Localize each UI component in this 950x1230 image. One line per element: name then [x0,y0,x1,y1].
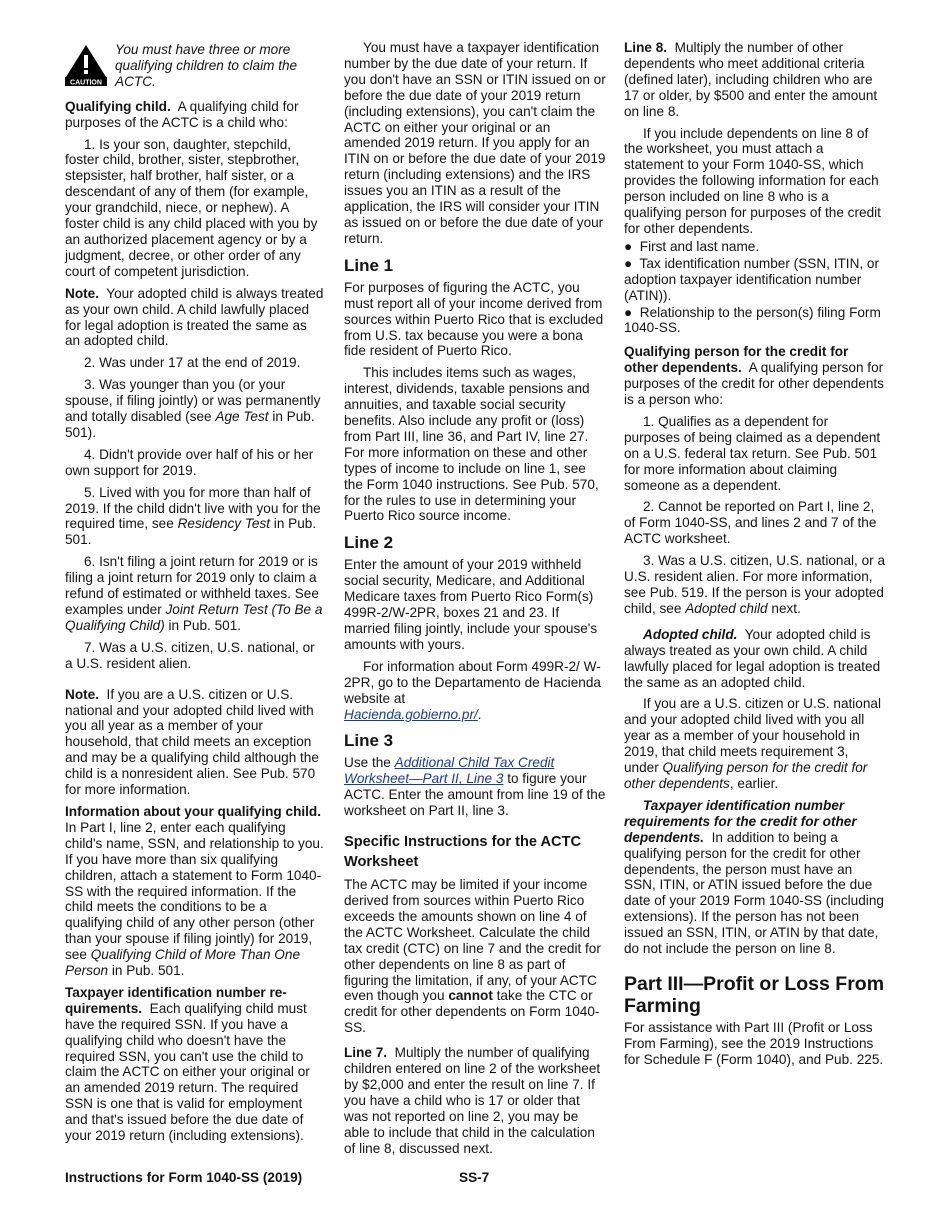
line-2-para-1: Enter the amount of your 2019 withheld social security, Medicare, and Additional Medicare taxes from Puerto Rico Form(s) 499R-2/W-2PR, boxes 21 and 23. If married filing jointly, include your spouse's amounts with yours. [344,557,598,652]
line-2-para-2: For information about Form 499R-2/ W-2PR, go to the Departamento de Hacienda website at Hacienda.gobierno.pr/. [344,658,601,722]
qp-item-3: 3. Was a U.S. citizen, U.S. national, or a U.S. resident alien. For more information, see Pub. 519. If the person is your adopted child, see Adopted child next. [624,553,886,616]
footer-form-title: Instructions for Form 1040-SS (2019) [65,1170,303,1185]
part-3-para: For assistance with Part III (Profit or Loss From Farming), see the 2019 Instructions for Schedule F (Form 1040), and Pub. 225. [624,1019,884,1067]
qc-item-7: 7. Was a U.S. citizen, U.S. national, or a U.S. resident alien. [65,639,315,671]
qc-item-2: 2. Was under 17 at the end of 2019. [84,355,301,371]
bullet-item: ● First and last name. [624,238,760,254]
line-8-para-2: If you include dependents on line 8 of the worksheet, you must attach a statement to your Form 1040-SS, which provides the following information for each person included on line 8 who is a qualifying person for purposes of the credit for other dependents. [624,125,881,236]
column-3 [624,40,886,1074]
info-qualifying-child: Information about your qualifying child. In Part I, line 2, enter each qualifying child's name, SSN, and relationship to you. If you have more than six qualifying children, attach a statement to Form 1040-SS with the required information. If the child meets the conditions to be a qualifying child of any other person (other than your spouse if filing jointly) for 2019, see Qualifying Child of More Than One Person in Pub. 501. [65,803,324,979]
column-2 [344,40,606,1162]
part-3-heading: Part III—Profit or Loss From Farming [624,972,885,1018]
line-1-para-1: For purposes of figuring the ACTC, you must report all of your income derived from sources within Puerto Rico that is excluded from U.S. tax because you were a bona fide resident of Puerto Rico. [344,279,604,359]
column-1 [65,40,325,1150]
qualifying-child-para: Qualifying child. A qualifying child for purposes of the ACTC is a child who: [65,98,299,130]
specific-instructions-heading: Specific Instructions for the ACTC Worksheet [344,834,582,870]
line-7-para: Line 7. Multiply the number of qualifying children entered on line 2 of the worksheet by $2,000 and enter the result on line 7. If you have a child who is 17 or older that was not reported on line 2, you may be able to include that child in the calculation of line 8, discussed next. [344,1045,601,1156]
footer-page-number: SS-7 [459,1170,490,1185]
caution-text: You must have three or more qualifying children to claim the ACTC. [115,42,298,89]
qualifying-child-heading: Qualifying child. [65,98,171,114]
qc-item-4: 4. Didn't provide over half of his or her own support for 2019. [65,446,314,478]
bullet-item: ● Tax identification number (SSN, ITIN, or adoption taxpayer identification number (ATIN)). [624,255,880,303]
qp-item-2: 2. Cannot be reported on Part I, line 2, of Form 1040-SS, and lines 2 and 7 of the ACTC worksheet. [624,499,877,547]
bullet-item: ● Relationship to the person(s) filing Form 1040-SS. [624,304,881,336]
tin-para: You must have a taxpayer identification number by the due date of your return. If you don't have an SSN or ITIN issued on or before the due date of your 2019 return (including extensions), you can't claim the ACTC on either your original or an amended 2019 return. If you apply for an ITIN on or before the due date of your 2019 return (including extensions) and the IRS issues you an ITIN as a result of the application, the IRS will consider your ITIN as issued on or before the due date of your return. [344,40,606,246]
line-1-heading: Line 1 [344,255,394,275]
hacienda-link[interactable]: Hacienda.gobierno.pr/ [344,706,478,722]
tin-requirements: Taxpayer identification number re-quirements. Each qualifying child must have the required SSN. If you have a qualifying child who doesn't have the required SSN, you can't use the child to claim the ACTC on either your original or an amended 2019 return. The required SSN is one that is valid for employment and that's issued before the due date of your 2019 return (including extensions). [65,984,310,1144]
qp-item-1: 1. Qualifies as a dependent for purposes of being claimed as a dependent on a U.S. federal tax return. See Pub. 501 for more information about claiming someone as a dependent. [624,413,881,493]
qualifying-person-para: Qualifying person for the credit for other dependents. A qualifying person for purposes of the credit for other dependents is a person who: [624,344,884,408]
line-2-heading: Line 2 [344,533,394,553]
qc-item-3: 3. Was younger than you (or your spouse, if filing jointly) or was permanently and totally disabled (see Age Test in Pub. 501). [65,377,321,440]
actc-worksheet-link[interactable]: Additional Child Tax Credit Worksheet—Part II, Line 3 [344,755,555,787]
caution-note [65,40,325,90]
note-us-citizen: Note. If you are a U.S. citizen or U.S. national and your adopted child lived with you all year as a member of your household, that child meets an exception and may be a qualifying child although the child is a nonresident alien. See Pub. 570 for more information. [65,686,319,798]
specific-instructions-para: The ACTC may be limited if your income derived from sources within Puerto Rico exceeds the amounts shown on line 4 of the ACTC Worksheet. Calculate the child tax credit (CTC) on line 7 and the credit for other dependents on line 8 as part of figuring the limitation, if any, of your ACTC even though you cannot take the CTC or credit for other dependents on Form 1040-SS. [344,877,601,1036]
line-3-para: Use the Additional Child Tax Credit Worksheet—Part II, Line 3 to figure your ACTC. Enter the amount from line 19 of the worksheet on Part II, line 3. [344,755,606,819]
line-1-para-2: This includes items such as wages, interest, dividends, taxable pensions and annuities, and taxable social security benefits. Also include any profit or (loss) from Part III, line 36, and Part IV, line 27. For more information on these and other types of income to include on line 1, see the Form 1040 instructions. See Pub. 570, for the rules to use in determining your Puerto Rico source income. [344,365,599,524]
tin-other-dependents-para: Taxpayer identification number requirements for the credit for other dependents. In addition to being a qualifying person for the credit for other dependents, the person must have an SSN, ITIN, or ATIN issued before the due date of your 2019 Form 1040-SS (including extensions). If the person has not been issued an SSN, ITIN, or ATIN by that date, do not include the person on line 8. [624,797,884,957]
caution-icon [65,44,107,86]
caution-label: CAUTION [70,79,102,86]
us-citizen-para: If you are a U.S. citizen or U.S. national and your adopted child lived with you all year as a member of your household in 2019, that child meets requirement 3, under Qualifying person for the credit for other dependents, earlier. [624,696,882,791]
note-adopted: Note. Your adopted child is always treated as your own child. A child lawfully placed for legal adoption is treated the same as an adopted child. [65,285,324,349]
qc-item-6: 6. Isn't filing a joint return for 2019 or is filing a joint return for 2019 only to claim a refund of estimated or withheld taxes. See examples under Joint Return Test (To Be a Qualifying Child) in Pub. 501. [65,554,323,633]
line-3-heading: Line 3 [344,731,394,751]
line-8-para: Line 8. Multiply the number of other dependents who meet additional criteria (defined later), including children who are 17 or older, by $500 and enter the amount on line 8. [624,40,878,119]
qc-item-5: 5. Lived with you for more than half of 2019. If the child didn't live with you for the required time, see Residency Test in Pub. 501. [65,484,321,548]
qc-item-1: 1. Is your son, daughter, stepchild, foster child, brother, sister, stepbrother, stepsister, half brother, half sister, or a descendant of any of them (for example, your grandchild, niece, or nephew). A foster child is any child placed with you by an authorized placement agency or by a judgment, decree, or other order of any court of competent jurisdiction. [65,136,318,279]
adopted-child-para: Adopted child. Your adopted child is always treated as your own child. A child lawfully placed for legal adoption is treated the same as an adopted child. [624,626,881,690]
